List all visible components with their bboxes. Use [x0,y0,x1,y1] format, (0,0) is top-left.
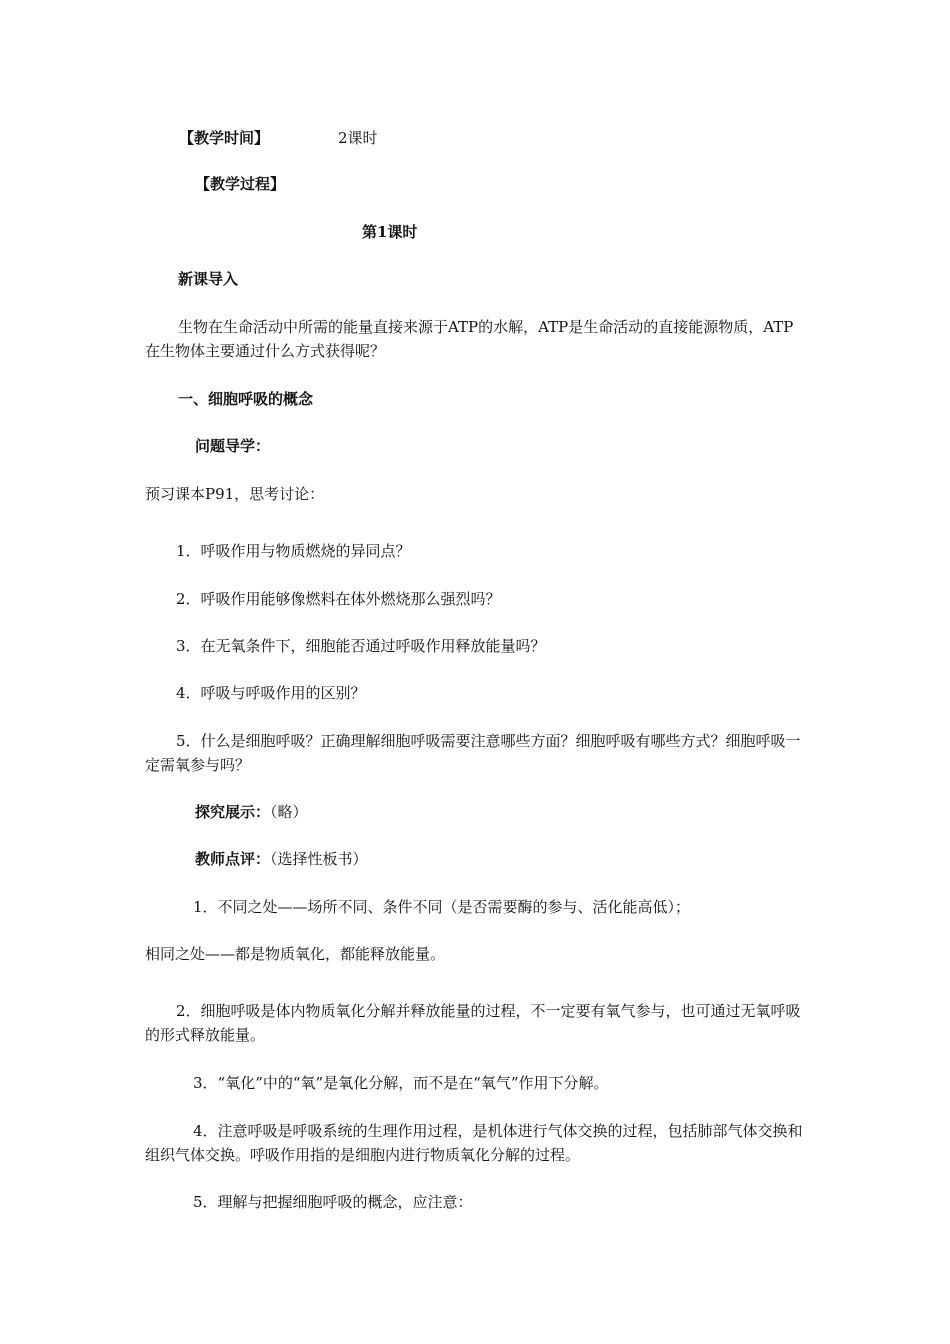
question-5: 5．什么是细胞呼吸？正确理解细胞呼吸需要注意哪些方面？细胞呼吸有哪些方式？细胞呼吸一定需氧参与吗？ [145,732,801,774]
answer-4: 4．注意呼吸是呼吸系统的生理作用过程，是机体进行气体交换的过程，包括肺部气体交换和组织气体交换。呼吸作用指的是细胞内进行物质氧化分解的过程。 [145,1122,803,1164]
section1-heading: 一、细胞呼吸的概念 [178,390,314,408]
preview-text: 预习课本P91，思考讨论： [145,485,325,503]
intro-heading: 新课导入 [178,270,239,288]
explore-row [195,800,308,824]
intro-paragraph: 生物在生命活动中所需的能量直接来源于ATP的水解，ATP是生命活动的直接能源物质，ATP在生物体主要通过什么方式获得呢？ [145,318,794,360]
teaching-time-value: 2课时 [338,129,378,147]
lesson-title: 第1课时 [362,223,418,241]
teacher-comment-row [195,847,368,871]
guided-study-heading: 问题导学： [195,437,271,455]
question-1: 1．呼吸作用与物质燃烧的异同点？ [176,542,411,560]
teaching-process-heading: 【教学过程】 [195,175,286,193]
answer-5: 5．理解与把握细胞呼吸的概念，应注意： [193,1193,473,1211]
teacher-comment-label: 教师点评： [195,850,271,868]
teaching-time-label: 【教学时间】 [179,129,270,147]
explore-label: 探究展示： [195,803,271,821]
answer-3: 3．“氧化”中的“氧”是氧化分解，而不是在“氧气”作用下分解。 [193,1074,609,1092]
question-4: 4．呼吸与呼吸作用的区别？ [176,684,366,702]
question-2: 2．呼吸作用能够像燃料在体外燃烧那么强烈吗？ [176,590,501,608]
answer-1b: 相同之处——都是物质氧化，都能释放能量。 [145,945,446,963]
answer-2: 2．细胞呼吸是体内物质氧化分解并释放能量的过程，不一定要有氧气参与，也可通过无氧呼吸的形式释放能量。 [145,1002,801,1044]
answer-1a: 1．不同之处——场所不同、条件不同（是否需要酶的参与、活化能高低）； [193,898,691,916]
explore-value: （略） [270,803,308,821]
teacher-comment-value: （选择性板书） [270,850,368,868]
question-3: 3．在无氧条件下，细胞能否通过呼吸作用释放能量吗？ [176,637,546,655]
